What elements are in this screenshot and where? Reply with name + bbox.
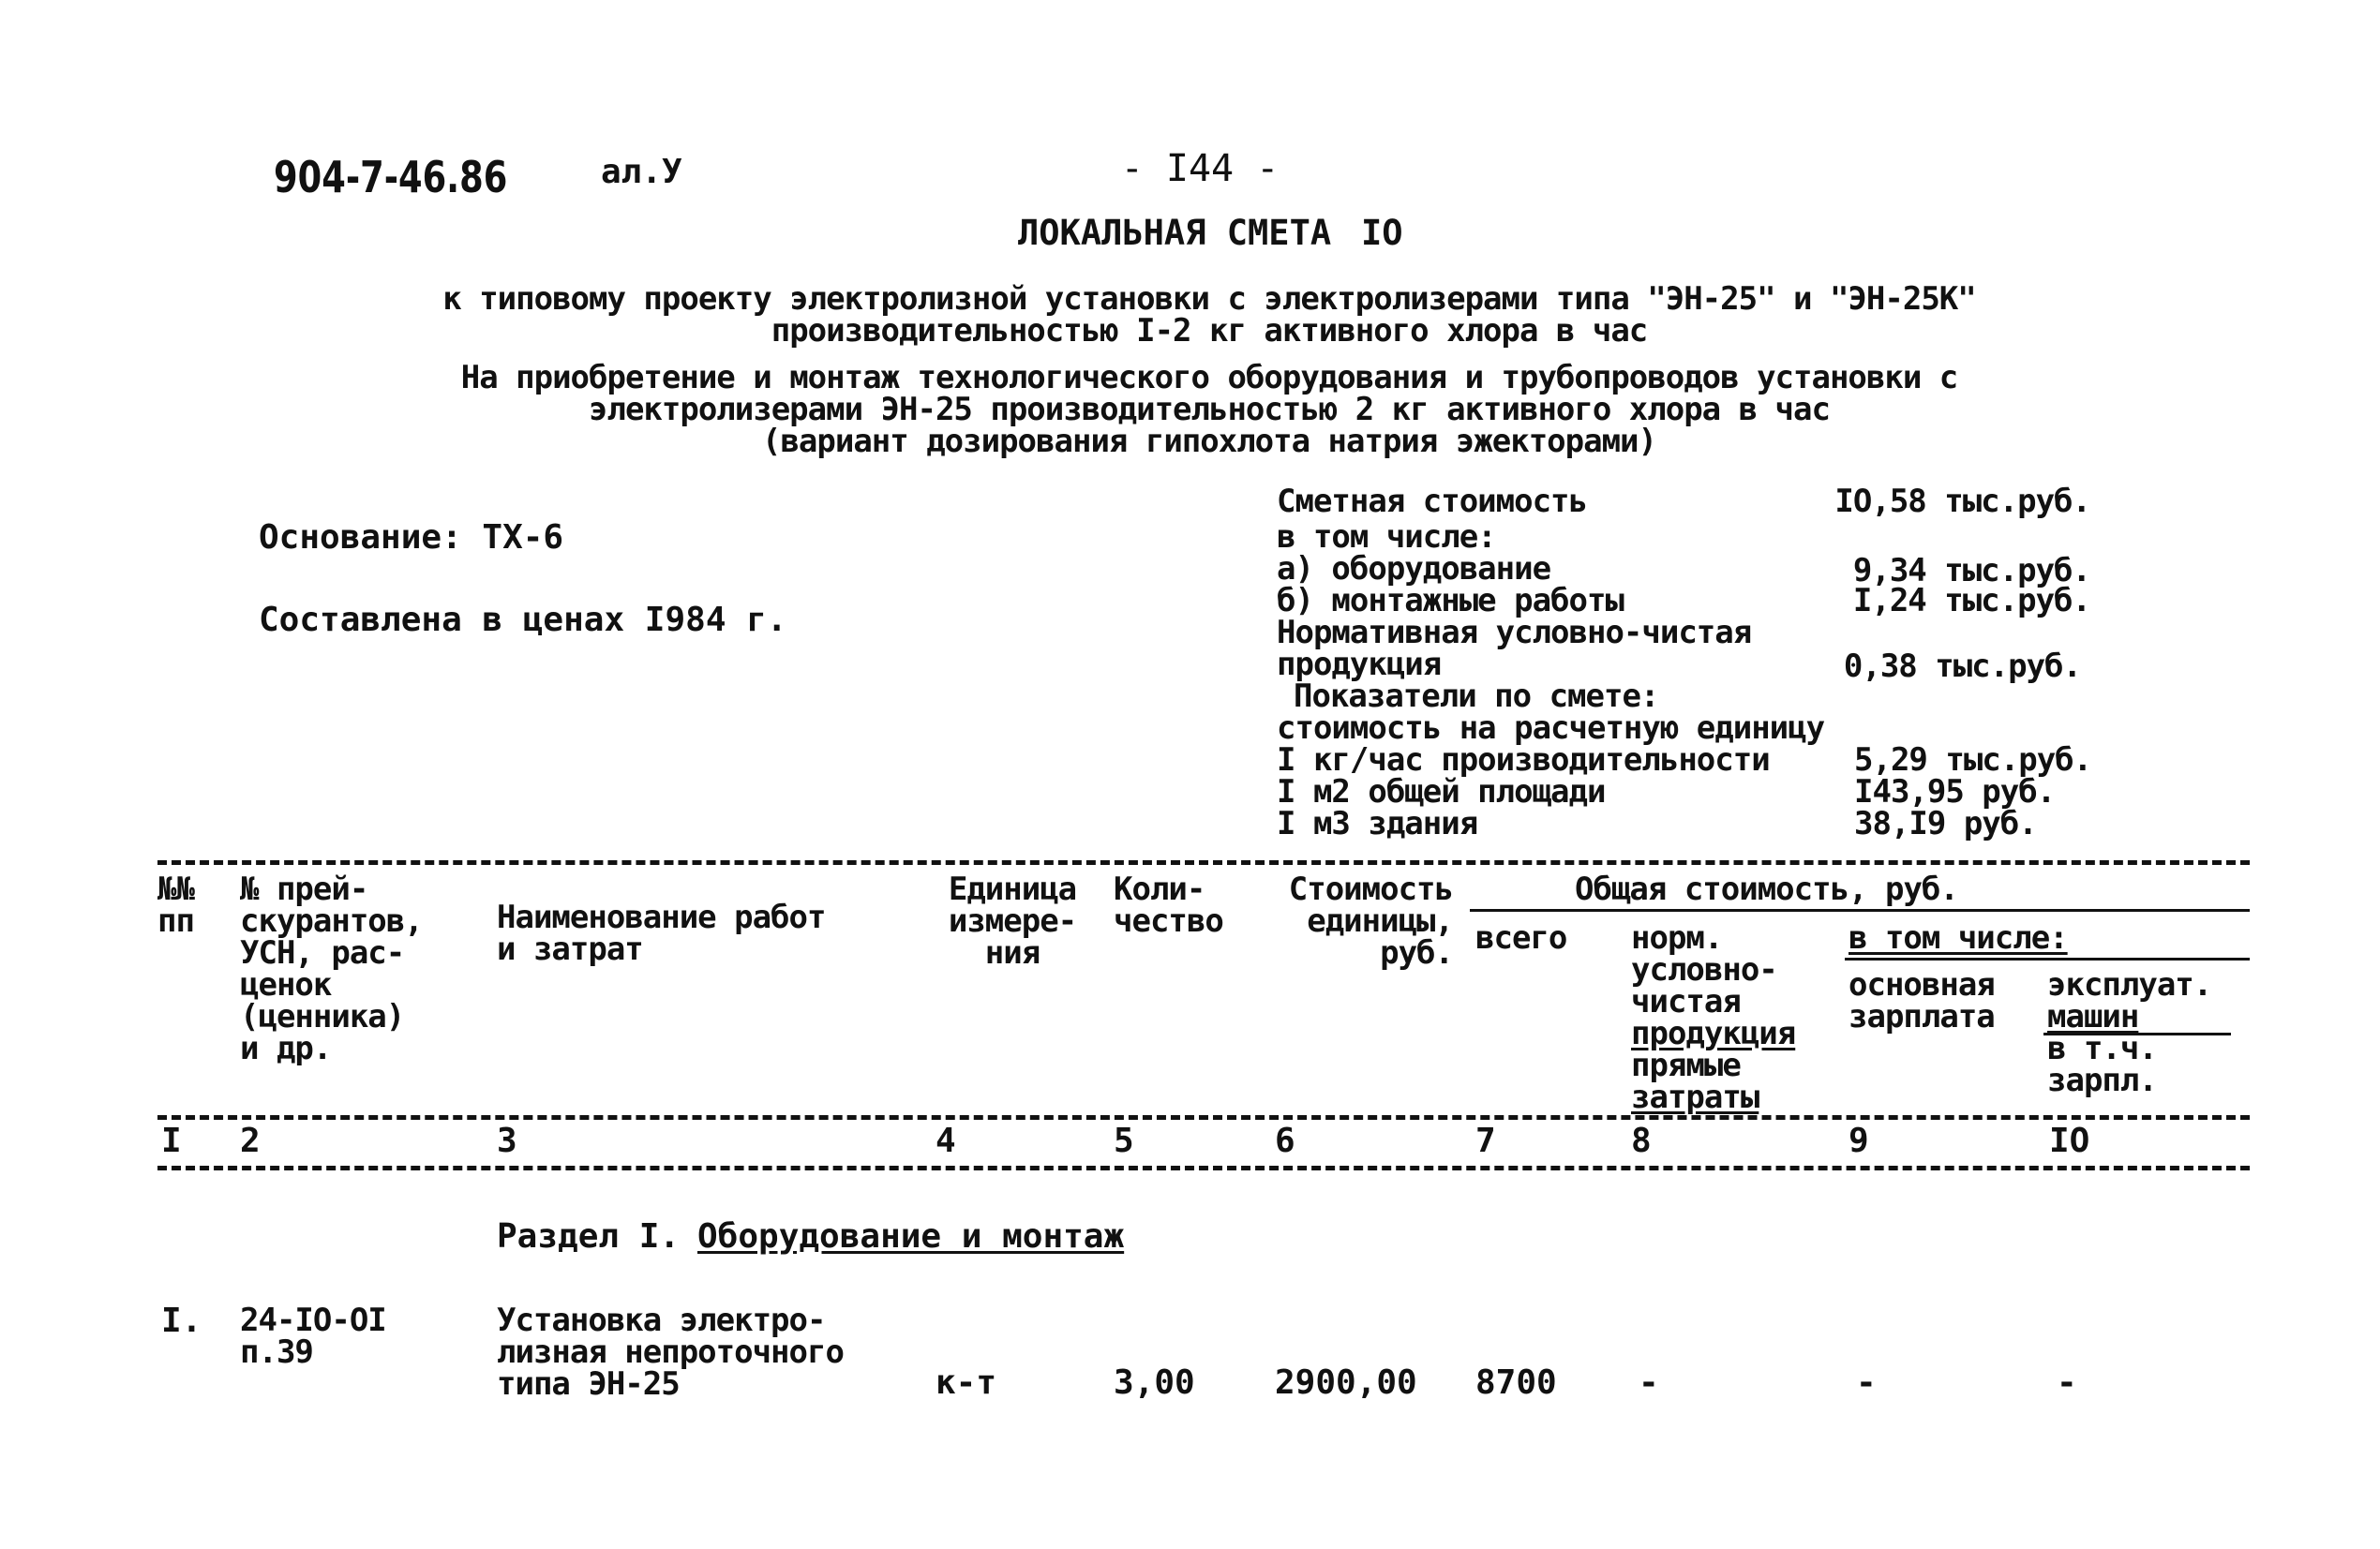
subtitle-line-1: к типовому проекту электролизной установки с электролизерами типа "ЭН-25" и "ЭН-25К" [442,280,1976,318]
col-unit-cost-header: Стоимость единицы, руб. [1288,871,1453,972]
machines-rule [2043,1033,2231,1035]
per-unit-label: стоимость на расчетную единицу [1277,709,1825,747]
column-number: 3 [497,1122,517,1160]
per-m2-label: I м2 общей площади [1277,773,1606,811]
col-unit-header: Единица измере- ния [948,871,1077,972]
norm-product-label-1: Нормативная условно-чистая [1277,614,1752,651]
column-number: 2 [240,1122,261,1160]
col-quantity-header: Коли- чество [1114,871,1223,940]
purpose-line-1: На приобретение и монтаж технологического оборудования и трубопроводов установки с [460,359,1958,396]
column-number: 5 [1114,1122,1134,1160]
including-label: в том числе: [1277,518,1496,556]
including-rule [1845,958,2250,961]
column-number: 6 [1275,1122,1295,1160]
row-price-code: 24-IO-OI п.39 [240,1302,386,1371]
equipment-label: а) оборудование [1277,550,1551,588]
column-number: IO [2049,1122,2090,1160]
column-number: 8 [1631,1122,1652,1160]
prices-year-text: Составлена в ценах I984 г. [259,601,787,639]
column-number: I [161,1122,182,1160]
col-norm-product-header: норм. условно- чистая продукция прямые затраты [1631,919,1796,1116]
per-m3-label: I м3 здания [1277,805,1478,842]
col-price-list-header: № прей- скурантов, УСН, рас- ценок (ценника) и др. [240,871,423,1067]
document-code: 904-7-46.86 [274,152,508,202]
row-machines: - [2057,1363,2077,1402]
subtitle-line-2: производительностью I-2 кг активного хлора в час [771,312,1648,350]
purpose-line-2: электролизерами ЭН-25 производительностью 2 кг активного хлора в час [589,391,1830,428]
column-number: 9 [1849,1122,1869,1160]
total-cost-label: Сметная стоимость [1277,483,1587,520]
row-unit-price: 2900,00 [1275,1363,1417,1402]
column-number: 4 [936,1122,956,1160]
estimate-number: IO [1361,213,1403,253]
total-cost-group-header: Общая стоимость, руб. [1575,871,1958,908]
equipment-value: 9,34 тыс.руб. [1852,552,2090,589]
section-label: Раздел I. [497,1217,681,1256]
album-label: ал.У [601,153,682,191]
per-m2-value: I43,95 руб. [1854,773,2056,811]
table-top-rule [157,860,2250,865]
col-wage-header: основная зарплата [1849,966,1995,1035]
mounting-label: б) монтажные работы [1277,582,1624,619]
row-number: I. [161,1302,202,1340]
row-works-name: Установка электро- лизная непроточного типа ЭН-25 [497,1302,844,1403]
per-m3-value: 38,I9 руб. [1854,805,2037,842]
mounting-value: I,24 тыс.руб. [1852,582,2090,619]
column-numbers-rule [157,1166,2250,1170]
basis-text: Основание: ТХ-6 [259,518,564,557]
including-subheader: в том числе: [1849,919,2068,957]
per-kg-value: 5,29 тыс.руб. [1854,741,2092,779]
row-unit: к-т [936,1363,997,1402]
total-cost-value: IO,58 тыс.руб. [1834,483,2090,520]
col-machines-header: эксплуат. машин в т.ч. зарпл. [2047,966,2212,1099]
row-total: 8700 [1475,1363,1557,1402]
indicators-label: Показатели по смете: [1294,678,1659,715]
col-works-name-header: Наименование работ и затрат [497,899,826,968]
per-kg-label: I кг/час производительности [1277,741,1770,779]
purpose-line-3: (вариант дозирования гипохлота натрия эжекторами) [761,423,1657,460]
header-bottom-rule [157,1115,2250,1120]
norm-product-label-2: продукция [1277,646,1442,683]
col-number-header: №№ пп [157,871,194,940]
group-header-rule [1470,909,2250,912]
row-norm-product: - [1639,1363,1659,1402]
norm-product-value: 0,38 тыс.руб. [1843,648,2081,685]
section-title: Оборудование и монтаж [697,1217,1125,1256]
page-number: - I44 - [1120,147,1280,190]
row-wage: - [1856,1363,1877,1402]
estimate-title: ЛОКАЛЬНАЯ СМЕТА [1018,213,1332,253]
column-number: 7 [1475,1122,1496,1160]
col-total-header: всего [1475,919,1567,957]
row-quantity: 3,00 [1114,1363,1195,1402]
